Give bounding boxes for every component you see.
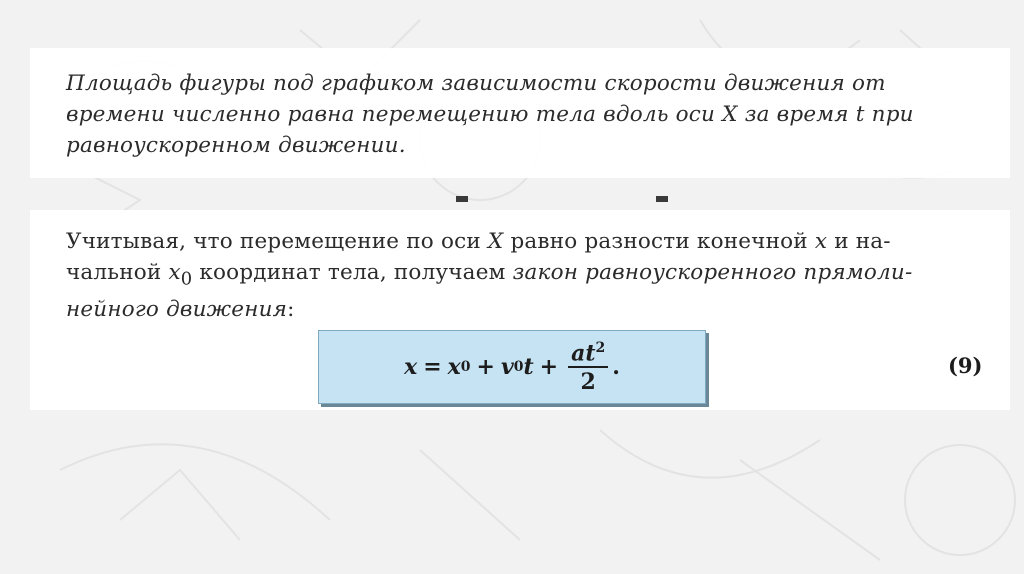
initial-coordinate-variable: x — [168, 260, 181, 285]
numerator-exponent: 2 — [595, 339, 606, 356]
formula-v0: v — [500, 353, 514, 380]
paragraph1-line1: Площадь фигуры под графиком зависимости скорости движения от — [66, 71, 886, 96]
formula-x0: x — [447, 353, 461, 380]
formula-x0-subscript: 0 — [460, 358, 471, 375]
paragraph2-line1-end: и на- — [827, 229, 891, 254]
paragraph2-line1 — [66, 226, 996, 257]
paragraph1-line2-text: времени численно равна перемещению тела вдоль оси — [66, 102, 723, 127]
formula-period: . — [612, 353, 620, 380]
paragraph2-line1-mid: равно разности конечной — [503, 229, 815, 254]
paragraph1-line2-end: при — [864, 102, 914, 127]
axis-x-label: X — [487, 229, 504, 254]
formula-t: t — [523, 353, 534, 380]
fraction-denominator: 2 — [580, 369, 596, 396]
equation-number: (9) — [948, 353, 983, 378]
paragraph1-line3: равноускоренном движении. — [66, 133, 406, 158]
numerator-at: at — [571, 340, 596, 367]
law-name-part1: закон равноускоренного прямоли- — [512, 260, 913, 285]
law-name-part2: нейного движения — [66, 297, 288, 323]
formula-equals: = — [423, 353, 442, 380]
final-coordinate-variable: x — [814, 229, 828, 254]
paragraph1-line2 — [66, 99, 996, 130]
paragraph2-line2-mid: координат тела, получаем — [192, 260, 513, 285]
formula-plus: + — [539, 353, 559, 380]
scan-artifact-mark — [656, 196, 668, 202]
paragraph-motion-law — [66, 226, 996, 325]
paragraph2-line1-text: Учитывая, что перемещение по оси — [66, 229, 488, 254]
scan-artifact-mark — [456, 196, 468, 202]
paragraph-area-displacement — [66, 68, 996, 161]
formula-plus: + — [476, 353, 495, 380]
paragraph2-line2 — [66, 257, 996, 294]
fraction-numerator — [568, 341, 608, 368]
formula-box — [318, 330, 706, 404]
paragraph2-line3-end: : — [287, 297, 295, 323]
formula-fraction — [568, 339, 608, 396]
motion-equation — [404, 339, 620, 396]
formula-lhs-x: x — [404, 353, 418, 380]
axis-x-label: X — [722, 102, 738, 127]
initial-coordinate-subscript: 0 — [180, 268, 193, 290]
paragraph2-line3 — [66, 294, 996, 325]
formula-v0-subscript: 0 — [513, 358, 524, 375]
paragraph2-line2-text: чальной — [66, 260, 169, 285]
time-variable: t — [855, 102, 865, 127]
paragraph1-line2-mid: за время — [737, 102, 856, 127]
